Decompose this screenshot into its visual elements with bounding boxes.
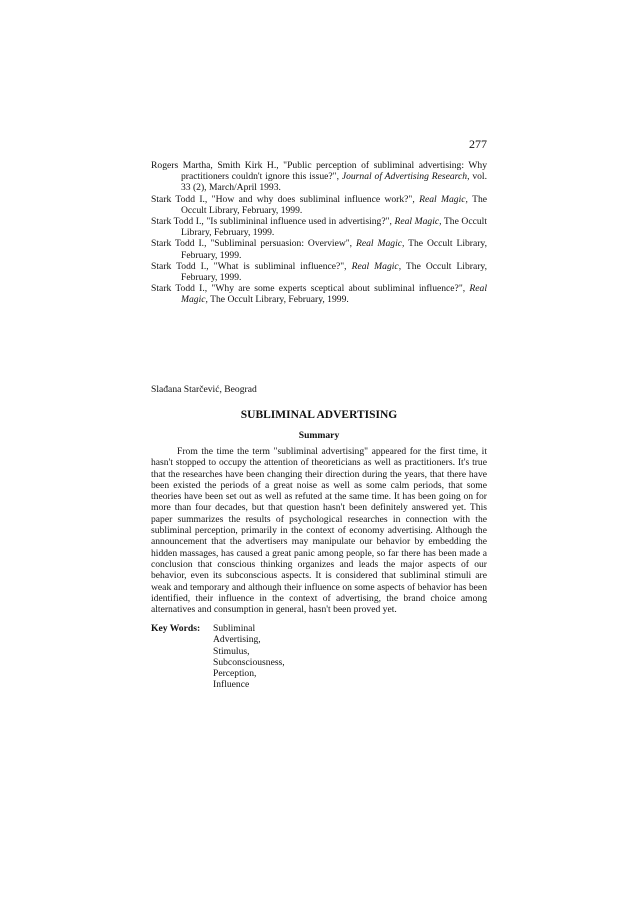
reference-list [151, 160, 487, 306]
reference-item: Stark Todd I., "Why are some experts sceptical about subliminal influence?", Real Magic, The Occult Library, February, 1999. [151, 283, 487, 306]
page-number: 277 [469, 137, 487, 151]
paper-title: SUBLIMINAL ADVERTISING [240, 409, 398, 421]
reference-item: Rogers Martha, Smith Kirk H., "Public perception of subliminal advertising: Why practitioners couldn't ignore this issue?", Journal of Advertising Research, vol. 33 (2), March/April 1993. [151, 160, 487, 194]
keywords-block [151, 623, 487, 691]
reference-item: Stark Todd I., "How and why does subliminal influence work?", Real Magic, The Occult Library, February, 1999. [151, 193, 488, 216]
summary-text: From the time the term "subliminal advertising" appeared for the first time, it hasn't stopped to occupy the attention of theoreticians as well as practitioners. It's true that the researches have been changing their direction during the years, that there have been existed the periods of a great noise as well as some calm periods, that some theories have been set out as well as refuted at the same time. It has been going on for more than four decades, but that question hasn't been definitely answered yet. This paper summarizes the results of psychological researches in connection with the subliminal perception, primarily in the context of economy advertising. Although the announcement that the advertisers may manipulate our behavior by embedding the hidden massages, has caused a great panic among people, so far there has been made a conclusion that conscious thinking organizes and leads the major aspects of our behavior, even its subconscious aspects. It is considered that subliminal stimuli are weak and temporary and although their influence on some aspects of behavior has been identified, their influence in the context of advertising, the brand choice among alternatives and consumption in general, hasn't been proved yet. [151, 446, 487, 616]
reference-item: Stark Todd I., "Subliminal persuasion: Overview", Real Magic, The Occult Library, February, 1999. [151, 238, 488, 261]
keywords-text: Subliminal Advertising, Stimulus, Subconsciousness, Perception, Influence [213, 623, 285, 691]
author-affiliation: Slađana Starčević, Beograd [151, 384, 257, 395]
summary-heading: Summary [298, 430, 340, 441]
reference-item: Stark Todd I., "Is sublimininal influence used in advertising?", Real Magic, The Occult Library, February, 1999. [151, 216, 487, 239]
keywords-label: Key Words: [151, 623, 201, 634]
reference-item: Stark Todd I., "What is subliminal influence?", Real Magic, The Occult Library, February, 1999. [151, 260, 487, 284]
